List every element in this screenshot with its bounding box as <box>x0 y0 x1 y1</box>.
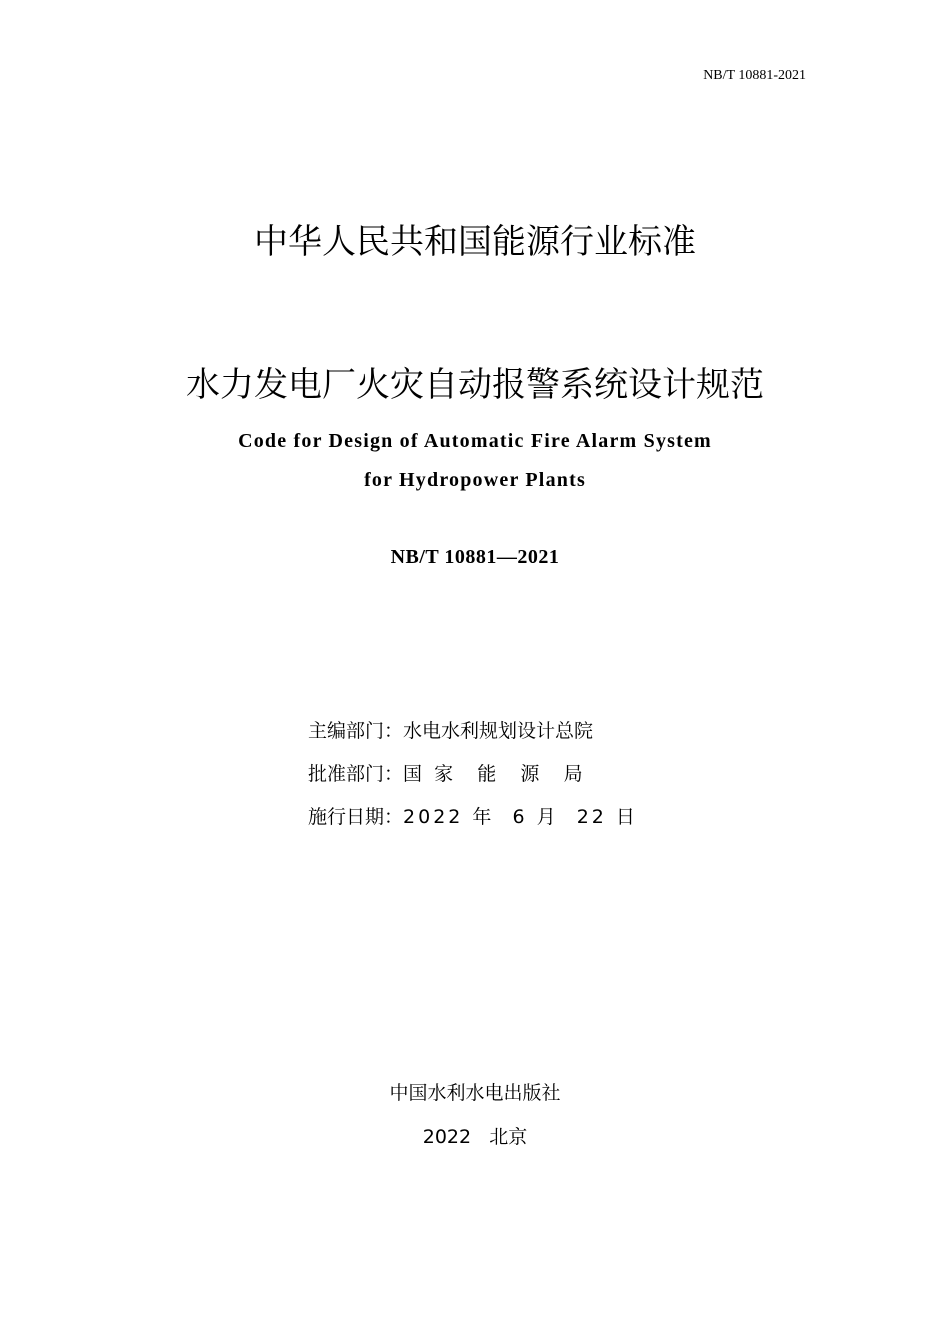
issuing-info-block <box>308 716 638 845</box>
approver-row <box>308 759 638 802</box>
publication-year-place: 2022 北京 <box>422 1126 528 1148</box>
header-standard-code: NB/T 10881-2021 <box>703 68 806 83</box>
publisher-name: 中国水利水电出版社 <box>389 1082 561 1104</box>
standard-class-heading: 中华人民共和国能源行业标准 <box>254 222 696 262</box>
editor-label: 主编部门： <box>308 720 404 742</box>
date-value: 2022 年 6 月 22 日 <box>403 806 638 828</box>
document-title-chinese: 水力发电厂火灾自动报警系统设计规范 <box>186 365 764 405</box>
document-title-english-line1: Code for Design of Automatic Fire Alarm System <box>238 430 712 452</box>
approver-value: 国 家 能 源 局 <box>403 763 583 785</box>
standard-number: NB/T 10881—2021 <box>390 546 560 568</box>
date-label: 施行日期： <box>308 806 404 828</box>
editor-value: 水电水利规划设计总院 <box>403 720 594 742</box>
date-row <box>308 802 638 845</box>
document-title-english-line2: for Hydropower Plants <box>364 469 586 491</box>
editor-row <box>308 716 638 759</box>
approver-label: 批准部门： <box>308 763 404 785</box>
